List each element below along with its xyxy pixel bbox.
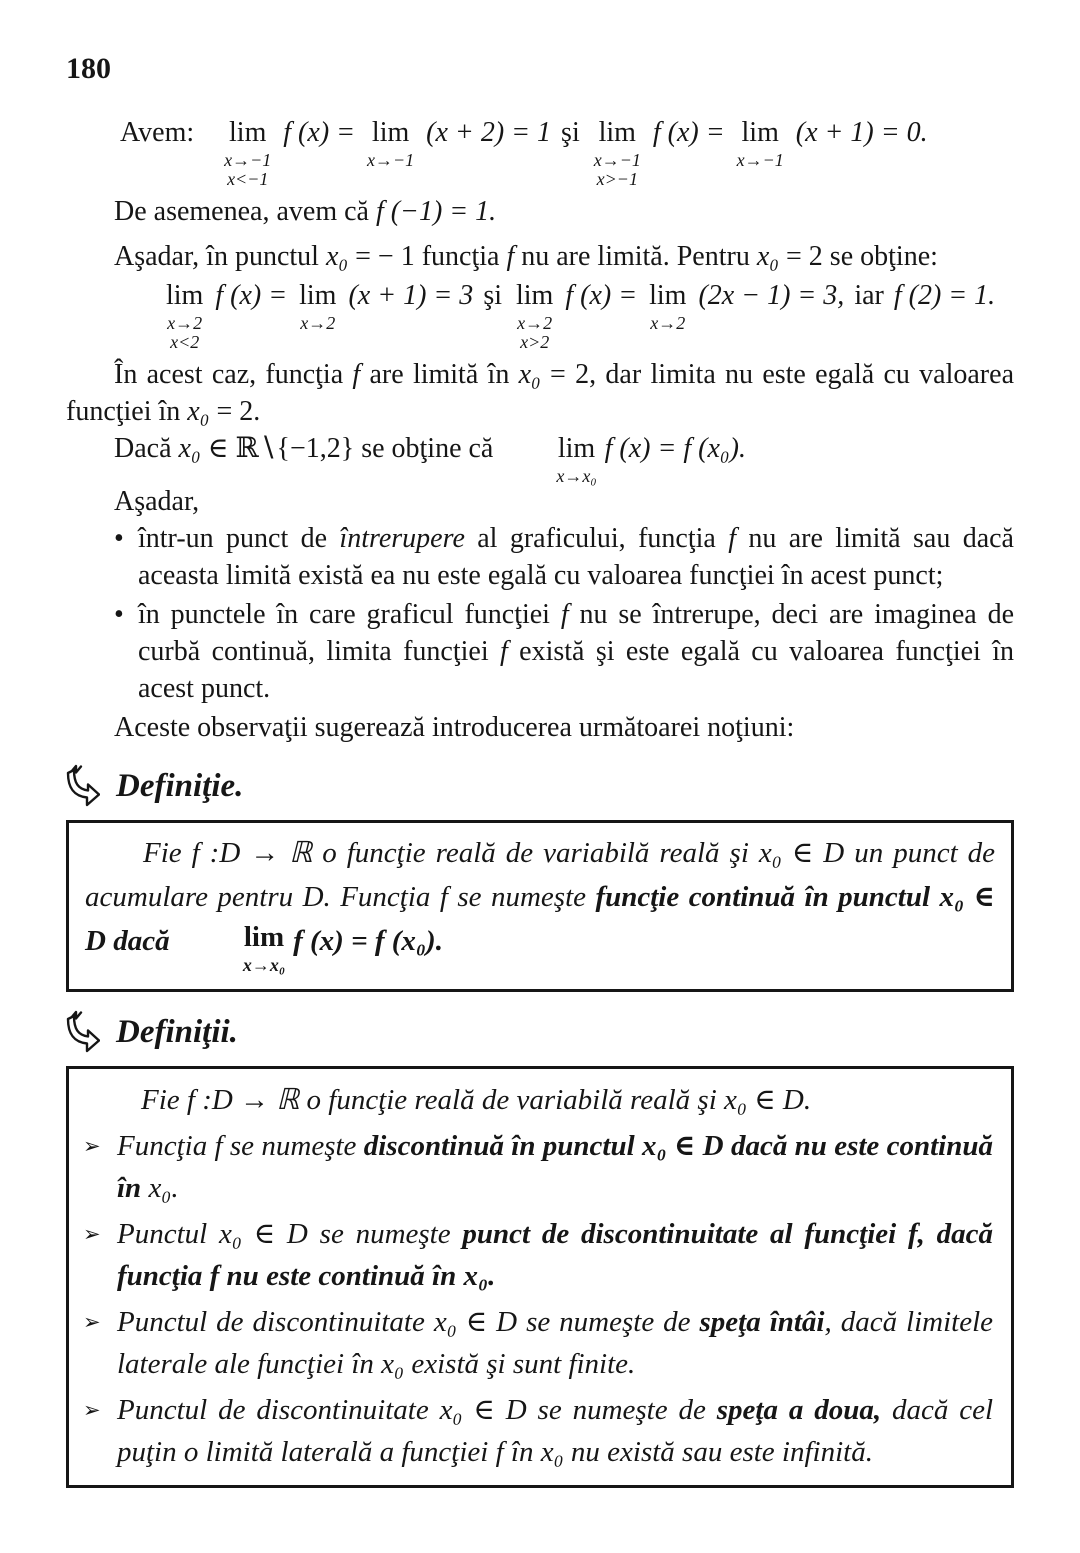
math-segment: (x + 1) = 0. (795, 117, 928, 148)
bullet-text (138, 596, 1014, 707)
lim-subscript: x→2 (300, 313, 336, 333)
text-run: Aşadar, (114, 486, 200, 517)
math-segment: f (x) = (565, 280, 638, 311)
lim-operator: lim (516, 280, 554, 311)
text-run: nu se întrerupe, deci are imaginea de curbă continuă, limita funcţiei (138, 599, 1014, 667)
limit-stack (649, 277, 686, 333)
lim-operator: lim (243, 921, 285, 953)
formula-label: Avem: (120, 117, 195, 148)
definitions-box (66, 1066, 1014, 1488)
definition-item-text (117, 1301, 993, 1385)
text-run: De asemenea, avem că (114, 196, 376, 227)
lim-operator: lim (557, 433, 596, 464)
definition-item (83, 1213, 993, 1297)
text-run: Punctul de discontinuitate x₀ ∈ D se numeşte de (117, 1306, 700, 1338)
text-run: al graficului, funcţia (464, 523, 729, 554)
limit-stack (737, 114, 784, 170)
math-run: f (560, 599, 569, 630)
lim-subscript: x→−1 (224, 150, 272, 170)
definition-box (66, 820, 1014, 992)
math-run: f (x) = f (x₀). (604, 433, 746, 464)
math-run: x₀ (178, 433, 201, 464)
lim-operator: lim (649, 280, 687, 311)
text-run: iar (854, 280, 884, 311)
definition-title: Definiţii. (116, 1014, 238, 1050)
text-run: = 2, dar limita nu este egală cu valoarea funcţiei în (66, 359, 1014, 427)
limit-stack (516, 277, 553, 352)
paragraph-de-asemenea (66, 193, 1014, 230)
arrowhead-bullet-icon: ➢ (83, 1134, 101, 1158)
bold-run: speţa a doua, (716, 1394, 882, 1426)
lim-subscript: x<−1 (227, 169, 269, 189)
definition-title: Definiţie. (116, 768, 244, 804)
math-run: f (506, 241, 515, 272)
bold-run: discontinuă în punctul x₀ ∈ D dacă nu este continuă în (117, 1130, 993, 1204)
formula-avem (66, 114, 1014, 189)
lim-subscript: x→x₀ (242, 955, 286, 975)
definition-item (83, 1389, 993, 1473)
definition-arrow-icon (66, 1010, 100, 1054)
text-run: nu are limită. Pentru (514, 241, 757, 272)
text-run: = 2. (209, 396, 261, 427)
lim-subscript: x>−1 (596, 169, 638, 189)
text-run: Punctul x₀ ∈ D se numeşte (117, 1218, 463, 1250)
text-run: Punctul de discontinuitate x₀ ∈ D se numeşte de (117, 1394, 717, 1426)
math-segment: (2x − 1) = 3, (698, 280, 845, 311)
paragraph-daca (66, 430, 1014, 486)
text-run: într-un punct de (138, 523, 340, 554)
paragraph-asadar-1 (66, 238, 1014, 275)
lim-subscript: x→−1 (736, 150, 784, 170)
emphasis-run: întrerupere (339, 523, 465, 554)
text-run: Aceste observaţii sugerează introducerea următoarei noţiuni: (114, 712, 795, 743)
lim-subscript: x→x₀ (556, 466, 597, 486)
lim-subscript: x→2 (650, 313, 686, 333)
definitions-intro: Fie f :D → ℝ o funcţie reală de variabilă reală şi x₀ ∈ D. (141, 1084, 812, 1116)
text-run: = − 1 funcţia (348, 241, 507, 272)
limit-stack (594, 114, 641, 189)
text-run: În acest caz, funcţia (114, 359, 353, 390)
bullet-item (66, 596, 1014, 707)
text-run: există şi este egală cu valoarea funcţiei în acest punct. (138, 636, 1015, 704)
lim-operator: lim (166, 280, 204, 311)
text-run: dacă cel puţin o limită laterală a funcţiei f în x₀ nu există sau este infinită. (117, 1394, 993, 1468)
bullet-text (138, 520, 1014, 594)
bullet-item (66, 520, 1014, 594)
bold-run: f (x) = f (x₀). (293, 925, 443, 957)
lim-operator: lim (299, 280, 337, 311)
math-run: x₀. (148, 1172, 179, 1204)
paragraph-in-acest-caz (66, 356, 1014, 430)
arrowhead-bullet-icon: ➢ (83, 1310, 101, 1334)
math-run: x₀ (756, 241, 780, 272)
text-run: Fie f :D → ℝ o funcţie reală de variabilă reală şi x₀ ∈ D un punct de acumulare pentru D. Funcţia f se numeşte (85, 837, 995, 913)
lim-operator: lim (371, 117, 410, 148)
lim-subscript: x→−1 (367, 150, 415, 170)
arrowhead-bullet-icon: ➢ (83, 1222, 101, 1246)
math-segment: f (x) = (215, 280, 288, 311)
bold-run: punct de discontinuitate al funcţiei f, dacă funcţia f nu este continuă în x₀. (117, 1218, 994, 1292)
bold-run: funcţie continuă în punctul x₀ ∈ D dacă (85, 881, 995, 957)
conjunction: şi (561, 117, 580, 148)
lim-subscript: x→−1 (593, 150, 641, 170)
math-run: ∈ ℝ∖{−1,2} (200, 433, 355, 464)
definition-item-text (117, 1125, 993, 1209)
limit-stack (185, 919, 286, 975)
text-run: Aşadar, în punctul (114, 241, 326, 272)
definition-body (85, 831, 995, 975)
bullet-icon: • (114, 523, 124, 554)
text-run: Funcţia f se numeşte (117, 1130, 364, 1162)
text-run: se obţine că (354, 433, 501, 464)
definition-item (83, 1301, 993, 1385)
lim-operator: lim (229, 117, 267, 148)
limit-stack (508, 430, 597, 486)
definition-header (66, 1010, 1014, 1054)
math-run: x₀ (187, 396, 210, 427)
definition-header (66, 764, 1014, 808)
page-number: 180 (66, 52, 111, 85)
bullet-list (66, 520, 1014, 707)
text-run: = 2 se obţine: (779, 241, 938, 272)
definition-arrow-icon (66, 764, 100, 808)
bold-run: speţa întâi (699, 1306, 825, 1338)
limit-stack (224, 114, 271, 189)
text-run: , dacă limitele laterale ale funcţiei în x₀ există şi sunt finite. (117, 1306, 994, 1380)
lim-subscript: x>2 (520, 332, 550, 352)
math-run: f (500, 636, 508, 667)
limit-stack (299, 277, 336, 333)
text-run: are limită în (360, 359, 519, 390)
paragraph-aceste-observatii (66, 709, 1014, 746)
limit-stack (166, 277, 203, 352)
math-segment: f (x) = (652, 117, 725, 148)
definition-item (83, 1125, 993, 1209)
limit-stack (367, 114, 414, 170)
math-segment: (x + 2) = 1 (426, 117, 552, 148)
math-run: x₀ (518, 359, 541, 390)
math-run: f (−1) = 1. (375, 196, 497, 227)
lim-operator: lim (598, 117, 636, 148)
math-run: f (352, 359, 361, 390)
definition-item-text (117, 1389, 993, 1473)
text-run: nu are limită sau dacă aceasta limită există ea nu este egală cu valoarea funcţiei în acest punct; (138, 523, 1014, 591)
lim-subscript: x→2 (517, 313, 553, 333)
lim-subscript: x→2 (167, 313, 203, 333)
math-run: x₀ (325, 241, 349, 272)
conjunction: şi (483, 280, 502, 311)
bullet-icon: • (114, 599, 124, 630)
definition-item-text (117, 1213, 993, 1297)
text-run: Dacă (114, 433, 179, 464)
math-run: f (728, 523, 736, 554)
lim-operator: lim (741, 117, 779, 148)
math-segment: f (x) = (283, 117, 356, 148)
paragraph-asadar-2 (66, 483, 1014, 520)
text-run: în punctele în care graficul funcţiei (138, 599, 561, 630)
lim-subscript: x<2 (170, 332, 200, 352)
math-run: f (2) = 1. (893, 280, 996, 311)
math-segment: (x + 1) = 3 (348, 280, 474, 311)
formula-x0-2 (66, 277, 1014, 352)
arrowhead-bullet-icon: ➢ (83, 1398, 101, 1422)
